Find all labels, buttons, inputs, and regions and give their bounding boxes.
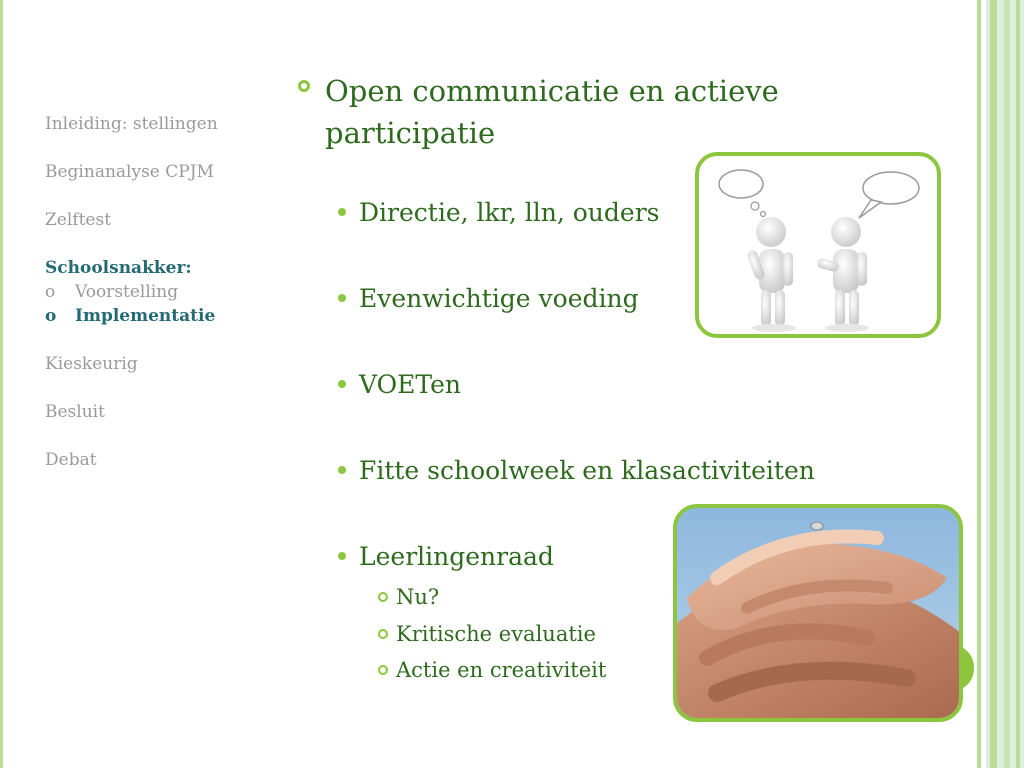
dot-bullet-icon (338, 208, 346, 216)
sidebar-subitem-voorstelling[interactable] (45, 282, 178, 302)
sidebar-item-debat[interactable]: Debat (45, 450, 97, 470)
sidebar-item-beginanalyse[interactable]: Beginanalyse CPJM (45, 162, 214, 182)
bullet-label: Evenwichtige voeding (359, 284, 639, 313)
ring-bullet-icon (378, 629, 388, 639)
clasped-hands-image (673, 504, 963, 722)
bullet-item (338, 542, 554, 571)
dot-bullet-icon (338, 294, 346, 302)
sub-bullet-item (378, 585, 439, 609)
communication-figures-image (695, 152, 941, 338)
ring-bullet-icon (378, 665, 388, 675)
slide-frame-stripe (1016, 0, 1020, 768)
sub-bullet-label: Actie en creativiteit (396, 658, 607, 682)
bullet-label: Leerlingenraad (359, 542, 554, 571)
bullet-label: Fitte schoolweek en klasactiviteiten (359, 456, 815, 485)
ring-bullet-icon (298, 80, 310, 92)
sidebar-subitem-label: Implementatie (75, 306, 216, 326)
bullet-item (338, 198, 659, 227)
sidebar-subitem-label: Voorstelling (75, 282, 179, 302)
dot-bullet-icon (338, 466, 346, 474)
sub-bullet-label: Nu? (396, 585, 440, 609)
sub-bullet-item (378, 622, 596, 646)
sidebar-item-schoolsnakker[interactable]: Schoolsnakker: (45, 258, 192, 278)
slide-frame-left (0, 0, 3, 768)
slide-frame-stripe (977, 0, 981, 768)
hands-icon (677, 508, 959, 718)
slide-title-text: Open communicatie en actieve participatie (325, 74, 779, 150)
bullet-label: VOETen (359, 370, 461, 399)
bullet-item (338, 284, 639, 313)
bullet-item (338, 456, 815, 485)
sidebar-subitem-implementatie[interactable] (45, 306, 215, 326)
sidebar-item-inleiding[interactable]: Inleiding: stellingen (45, 114, 218, 134)
sub-bullet-item (378, 658, 606, 682)
circle-bullet-icon: o (45, 282, 56, 302)
slide-frame-stripe (1004, 0, 1010, 768)
circle-bullet-icon: o (45, 306, 57, 326)
sidebar-item-zelftest[interactable]: Zelftest (45, 210, 112, 230)
bullet-label: Directie, lkr, lln, ouders (359, 198, 660, 227)
dot-bullet-icon (338, 552, 346, 560)
bullet-item (338, 370, 461, 399)
sub-bullet-label: Kritische evaluatie (396, 622, 596, 646)
dot-bullet-icon (338, 380, 346, 388)
sidebar-item-kieskeurig[interactable]: Kieskeurig (45, 354, 138, 374)
sidebar-item-besluit[interactable]: Besluit (45, 402, 105, 422)
slide-frame-stripe (990, 0, 997, 768)
ring-bullet-icon (378, 592, 388, 602)
talking-figures-icon (699, 156, 937, 334)
